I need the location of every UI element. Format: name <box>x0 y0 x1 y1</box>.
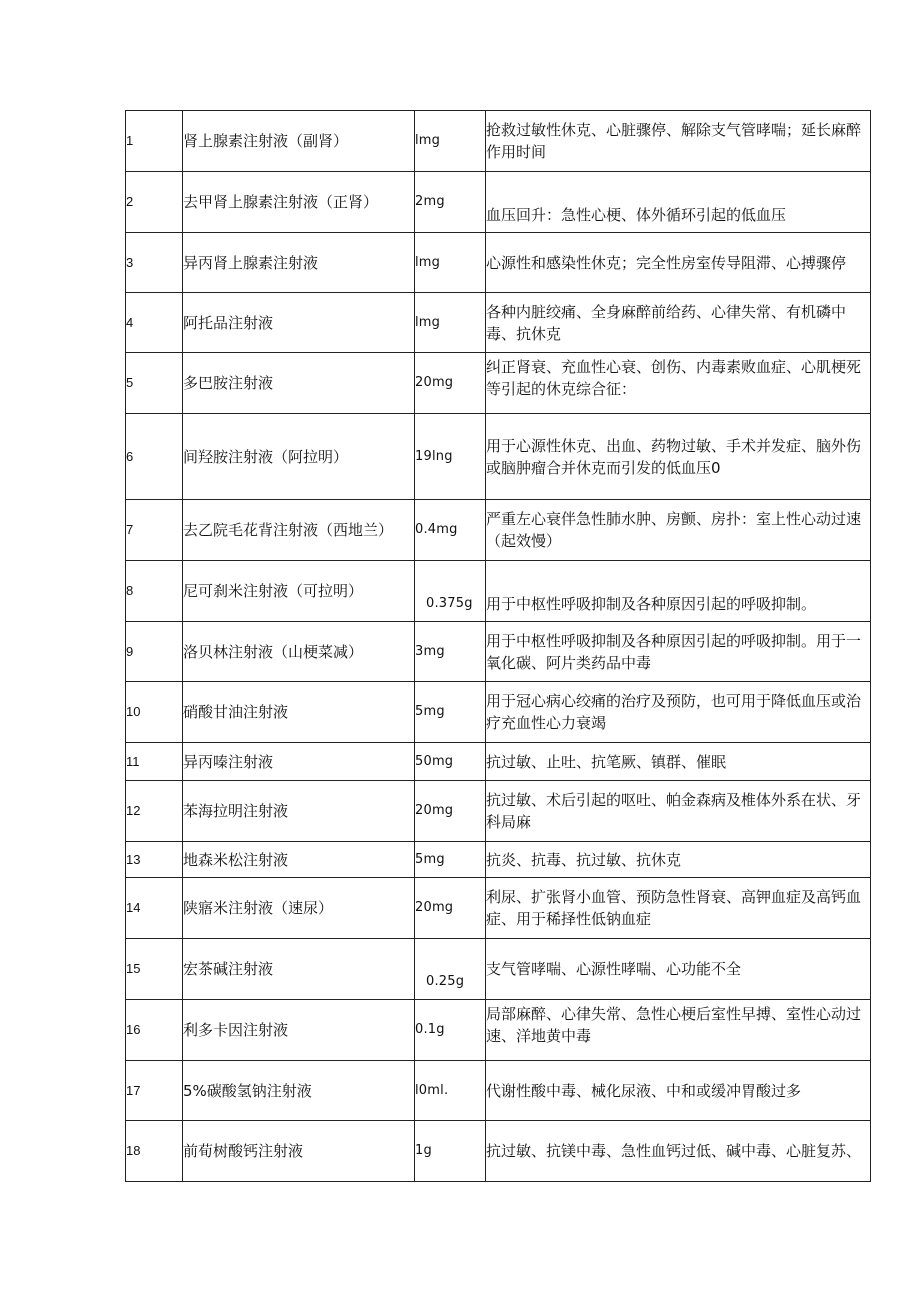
table-row <box>126 414 871 500</box>
table-row <box>126 1121 871 1182</box>
drug-name: 苯海拉明注射液 <box>183 781 415 842</box>
drug-name: 陕寤米注射液（速尿） <box>183 878 415 939</box>
drug-indication: 用于中枢性呼吸抑制及各种原因引起的呼吸抑制。用于一氧化碳、阿片类药品中毒 <box>486 622 871 682</box>
drug-name: 硝酸甘油注射液 <box>183 682 415 743</box>
table-row <box>126 682 871 743</box>
table-row <box>126 233 871 293</box>
drug-name: 多巴胺注射液 <box>183 353 415 414</box>
table-row <box>126 781 871 842</box>
table-row <box>126 878 871 939</box>
drug-indication: 局部麻醉、心律失常、急性心梗后室性早搏、室性心动过速、洋地黄中毒 <box>486 1000 871 1061</box>
drug-name: 宏茶碱注射液 <box>183 939 415 1000</box>
drug-indication: 支气管哮喘、心源性哮喘、心功能不全 <box>486 939 871 1000</box>
drug-indication: 各种内脏绞痛、全身麻醉前给药、心律失常、有机磷中毒、抗休克 <box>486 293 871 353</box>
drug-indication: 严重左心衰伴急性肺水肿、房颤、房扑：室上性心动过速（起效慢） <box>486 500 871 561</box>
drug-name: 前荀树酸钙注射液 <box>183 1121 415 1182</box>
drug-name: 去乙院毛花背注射液（西地兰） <box>183 500 415 561</box>
row-number: 11 <box>126 743 183 781</box>
row-number: 1 <box>126 111 183 172</box>
drug-dose: 0.1g <box>415 1000 486 1061</box>
row-number: 13 <box>126 842 183 878</box>
table-row <box>126 842 871 878</box>
drug-dose: 3mg <box>415 622 486 682</box>
drug-indication: 用于中枢性呼吸抑制及各种原因引起的呼吸抑制。 <box>486 561 871 622</box>
row-number: 3 <box>126 233 183 293</box>
drug-indication: 抗炎、抗毒、抗过敏、抗休克 <box>486 842 871 878</box>
drug-indication: 用于冠心病心绞痛的治疗及预防，也可用于降低血压或治疗充血性心力衰竭 <box>486 682 871 743</box>
drug-dose: 5mg <box>415 842 486 878</box>
drug-dose: 0.4mg <box>415 500 486 561</box>
drug-dose: 20mg <box>415 781 486 842</box>
drug-dose: 5mg <box>415 682 486 743</box>
table-row <box>126 293 871 353</box>
table-row <box>126 743 871 781</box>
table-row <box>126 1061 871 1121</box>
table-row <box>126 622 871 682</box>
drug-name: 异丙肾上腺素注射液 <box>183 233 415 293</box>
row-number: 2 <box>126 172 183 233</box>
emergency-drug-table <box>125 110 871 1182</box>
drug-dose: 20mg <box>415 353 486 414</box>
drug-dose: lmg <box>415 233 486 293</box>
drug-name: 肾上腺素注射液（副肾） <box>183 111 415 172</box>
table-row <box>126 561 871 622</box>
drug-dose: lmg <box>415 293 486 353</box>
drug-dose: 50mg <box>415 743 486 781</box>
row-number: 12 <box>126 781 183 842</box>
drug-indication: 抢救过敏性休克、心脏骤停、解除支气管哮喘；延长麻醉作用时间 <box>486 111 871 172</box>
drug-indication: 纠正肾衰、充血性心衰、创伤、内毒素败血症、心肌梗死等引起的休克综合征： <box>486 353 871 414</box>
row-number: 16 <box>126 1000 183 1061</box>
drug-indication: 心源性和感染性休克；完全性房室传导阻滞、心搏骤停 <box>486 233 871 293</box>
drug-dose: 2mg <box>415 172 486 233</box>
table-row <box>126 939 871 1000</box>
drug-dose: l0ml. <box>415 1061 486 1121</box>
drug-name: 地森米松注射液 <box>183 842 415 878</box>
row-number: 14 <box>126 878 183 939</box>
drug-indication: 代谢性酸中毒、械化尿液、中和或缓冲胃酸过多 <box>486 1061 871 1121</box>
drug-name: 间羟胺注射液（阿拉明） <box>183 414 415 500</box>
table-row <box>126 172 871 233</box>
drug-indication: 血压回升：急性心梗、体外循环引起的低血压 <box>486 172 871 233</box>
drug-indication: 抗过敏、止吐、抗笔厥、镇群、催眠 <box>486 743 871 781</box>
drug-name: 洛贝林注射液（山梗菜减） <box>183 622 415 682</box>
row-number: 8 <box>126 561 183 622</box>
row-number: 10 <box>126 682 183 743</box>
row-number: 7 <box>126 500 183 561</box>
drug-dose: 20mg <box>415 878 486 939</box>
drug-indication: 抗过敏、抗镁中毒、急性血钙过低、碱中毒、心脏复苏、 <box>486 1121 871 1182</box>
drug-indication: 用于心源性休克、出血、药物过敏、手术并发症、脑外伤或脑肿瘤合并休克而引发的低血压0 <box>486 414 871 500</box>
row-number: 17 <box>126 1061 183 1121</box>
row-number: 18 <box>126 1121 183 1182</box>
drug-dose: 0.25g <box>415 939 486 1000</box>
drug-indication: 利尿、扩张肾小血管、预防急性肾衰、高钾血症及高钙血症、用于稀择性低钠血症 <box>486 878 871 939</box>
row-number: 5 <box>126 353 183 414</box>
table-row <box>126 1000 871 1061</box>
drug-dose: 0.375g <box>415 561 486 622</box>
row-number: 9 <box>126 622 183 682</box>
drug-name: 尼可刹米注射液（可拉明） <box>183 561 415 622</box>
drug-name: 利多卡因注射液 <box>183 1000 415 1061</box>
row-number: 4 <box>126 293 183 353</box>
drug-dose: lmg <box>415 111 486 172</box>
drug-name: 5%碳酸氢钠注射液 <box>183 1061 415 1121</box>
row-number: 15 <box>126 939 183 1000</box>
drug-name: 阿托品注射液 <box>183 293 415 353</box>
table-row <box>126 500 871 561</box>
drug-dose: 1g <box>415 1121 486 1182</box>
table-row <box>126 353 871 414</box>
drug-dose: 19lng <box>415 414 486 500</box>
drug-name: 异丙嗪注射液 <box>183 743 415 781</box>
drug-indication: 抗过敏、术后引起的呕吐、帕金森病及椎体外系在状、牙科局麻 <box>486 781 871 842</box>
row-number: 6 <box>126 414 183 500</box>
table-row <box>126 111 871 172</box>
drug-name: 去甲肾上腺素注射液（正肾） <box>183 172 415 233</box>
